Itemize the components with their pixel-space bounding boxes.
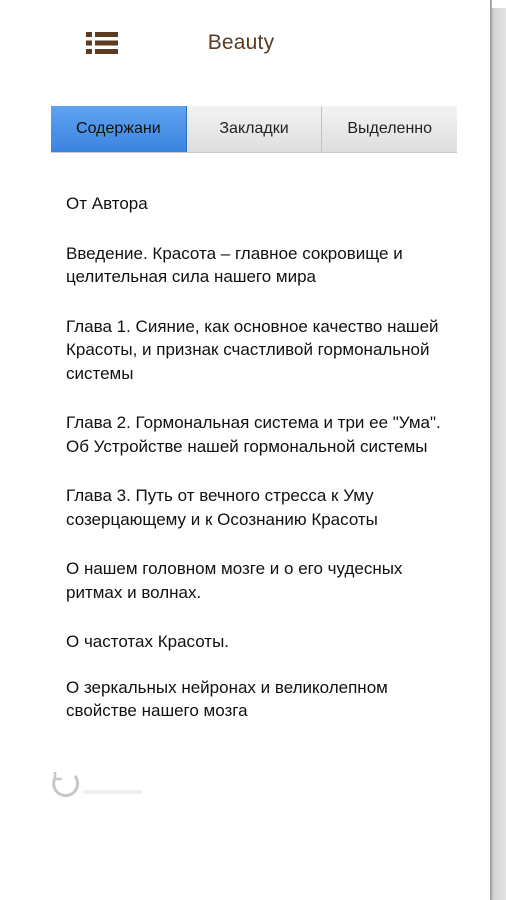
tab-contents[interactable]: Содержани	[51, 106, 187, 152]
tab-bar	[51, 106, 457, 153]
tab-bookmarks[interactable]: Закладки	[187, 106, 323, 152]
loading-spinner-icon	[47, 764, 147, 804]
table-of-contents	[66, 192, 446, 749]
toc-item[interactable]: Глава 2. Гормональная система и три ее "Ума". Об Устройстве нашей гормональной системы	[66, 413, 441, 456]
toc-item[interactable]: Глава 1. Сияние, как основное качество нашей Красоты, и признак счастливой гормональной системы	[66, 316, 439, 383]
toc-item[interactable]: О нашем головном мозге и о его чудесных ритмах и волнах.	[66, 559, 403, 602]
toc-item[interactable]: Введение. Красота – главное сокровище и целительная сила нашего мира	[66, 243, 403, 286]
toc-item[interactable]: От Автора	[66, 194, 148, 213]
app-header	[0, 0, 490, 90]
toc-item[interactable]: О зеркальных нейронах и великолепном свойстве нашего мозга	[66, 677, 388, 720]
page-edge	[490, 0, 506, 900]
toc-item[interactable]: Глава 3. Путь от вечного стресса к Уму созерцающему и к Осознанию Красоты	[66, 486, 378, 529]
tab-highlights[interactable]: Выделенно	[322, 106, 457, 152]
toc-item[interactable]: О частотах Красоты.	[66, 632, 230, 651]
book-title: Beauty	[207, 31, 275, 54]
